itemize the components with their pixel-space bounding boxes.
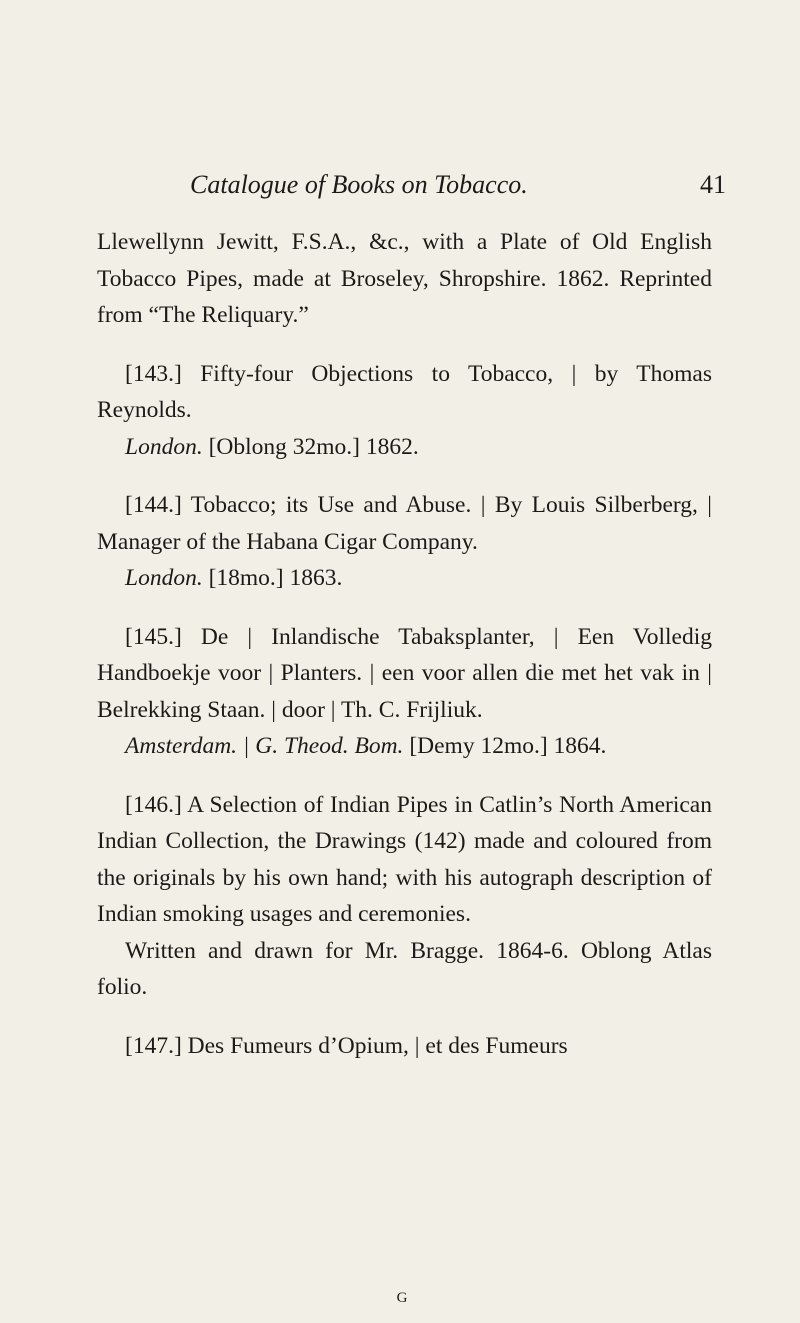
catalogue-entry-144 — [97, 487, 712, 597]
catalogue-body — [97, 224, 712, 1086]
entry-text: [143.] Fifty-four Objections to Tobacco, | by Thomas Reynolds. — [97, 360, 712, 423]
entry-text: [144.] Tobacco; its Use and Abuse. | By Louis Silberberg, | Manager of the Habana Cigar Company. — [97, 492, 712, 555]
catalogue-entry-143 — [97, 356, 712, 466]
imprint-details: [18mo.] 1863. — [202, 565, 343, 591]
imprint-city: Amsterdam. | — [125, 733, 250, 759]
imprint-details: [Demy 12mo.] 1864. — [403, 733, 607, 759]
entry-extra: Written and drawn for Mr. Bragge. 1864-6. Oblong Atlas folio. — [97, 937, 712, 1000]
signature-mark: G — [396, 1290, 409, 1306]
catalogue-entry-147 — [97, 1028, 712, 1065]
page-number: 41 — [700, 170, 726, 199]
imprint-city: London. — [125, 433, 203, 460]
imprint-city: London. — [125, 565, 203, 591]
continuation-text: Llewellynn Jewitt, F.S.A., &c., with a Plate of Old English Tobacco Pipes, made at Broseley, Shropshire. 1862. Reprinted from “The Reliquary.” — [97, 229, 712, 328]
entry-text: [146.] A Selection of Indian Pipes in Catlin’s North American Indian Collection, the Drawings (142) made and coloured from the originals by his own hand; with his autograph description of Indian smoking usages and ceremonies. — [97, 791, 712, 927]
catalogue-entry-145 — [97, 619, 712, 765]
entry-imprint — [97, 429, 712, 466]
entry-text: [147.] Des Fumeurs d’Opium, | et des Fumeurs — [125, 1032, 568, 1059]
entry-imprint — [97, 560, 712, 597]
running-title: Catalogue of Books on Tobacco. — [190, 170, 528, 199]
imprint-publisher: G. Theod. Bom. — [249, 733, 404, 759]
catalogue-entry-146 — [97, 787, 712, 1006]
imprint-details: [Oblong 32mo.] 1862. — [202, 433, 419, 460]
entry-imprint — [97, 728, 712, 765]
entry-text: [145.] De | Inlandische Tabaksplanter, | Een Volledig Handboekje voor | Planters. | een voor allen die met het vak in | Belrekking Staan. | door | Th. C. Frijliuk. — [97, 623, 712, 723]
